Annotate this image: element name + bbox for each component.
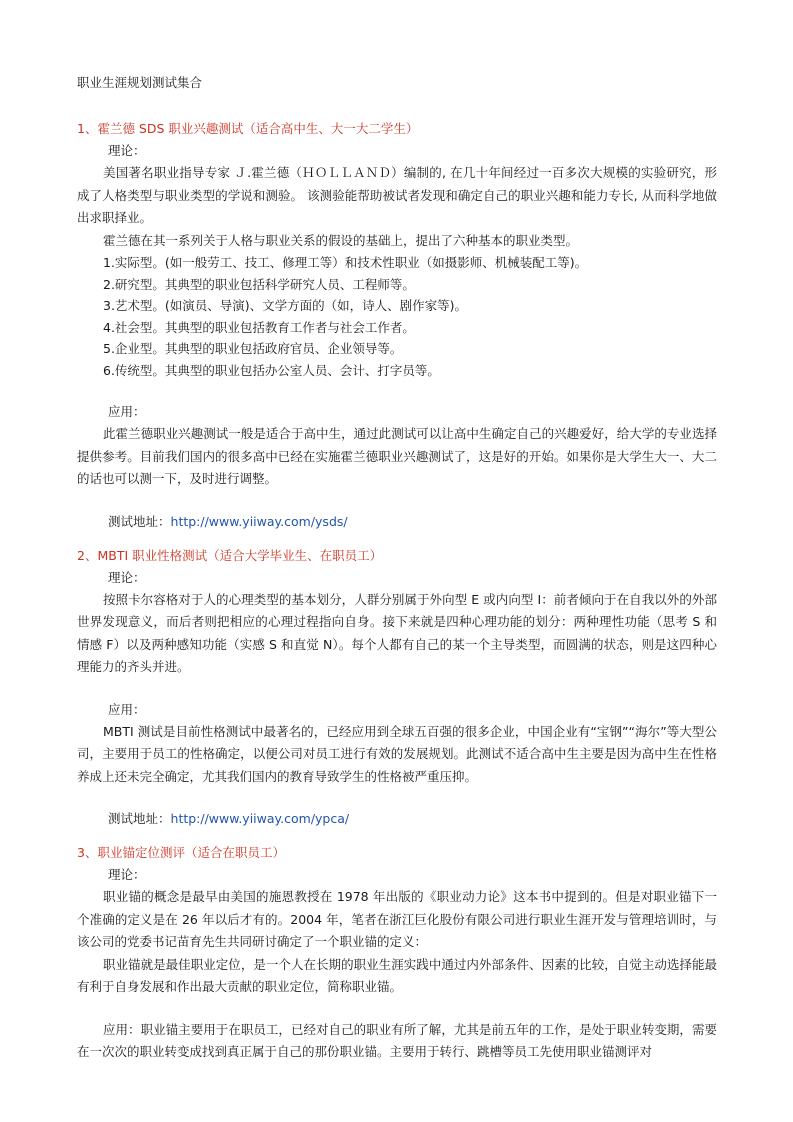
test-url-line <box>77 511 717 533</box>
theory-paragraph: 按照卡尔容格对于人的心理类型的基本划分，人群分别属于外向型 E 或内向型 I：前者倾向于在自我以外的外部世界发现意义，而后者则把相应的心理过程指向自身。接下来就是四种心理功能的划分：两种理性功能（思考 S 和情感 F）以及两种感知功能（实感 S 和直觉 N）。每个人都有自己的某一个主导类型，而圆满的状态，则是这四种心理能力的齐头并进。 <box>77 591 717 674</box>
theory-paragraph: 职业锚的概念是最早由美国的施恩教授在 1978 年出版的《职业动力论》这本书中提到的。但是对职业锚下一个准确的定义是在 26 年以后才有的。2004 年，笔者在浙江巨化股份有限公司进行职业生涯开发与管理培训时，与该公司的党委书记苗育先生共同研讨确定了一个职业锚的定义： <box>77 889 717 949</box>
application-label: 应用： <box>108 701 146 717</box>
theory-label: 理论： <box>108 143 146 158</box>
type-list-item: 2.研究型。其典型的职业包括科学研究人员、工程师等。 <box>103 276 415 292</box>
section-mbti <box>77 545 717 831</box>
application-label: 应用： <box>108 404 146 419</box>
test-url-link[interactable]: http://www.yiiway.com/ypca/ <box>170 811 350 826</box>
type-list-item: 3.艺术型。(如演员、导演)、文学方面的（如，诗人、剧作家等)。 <box>103 298 468 313</box>
section-holland <box>77 118 717 533</box>
theory-paragraph: 霍兰德在其一系列关于人格与职业关系的假设的基础上，提出了六种基本的职业类型。 <box>103 232 579 248</box>
type-list-item: 5.企业型。其典型的职业包括政府官员、企业领导等。 <box>103 341 403 356</box>
theory-paragraph: 美国著名职业指导专家 Ｊ.霍兰德（ＨＯＬＬＡＮＤ）编制的, 在几十年间经过一百多次大规模的实验研究，形成了人格类型与职业类型的学说和测验。 该测验能帮助被试者发现和确定自己的职业兴趣和能力专长, 从而科学地做出求职择业。 <box>77 165 717 225</box>
test-url-link[interactable]: http://www.yiiway.com/ysds/ <box>170 513 348 529</box>
section-career-anchor <box>77 842 717 1064</box>
application-paragraph: MBTI 测试是目前性格测试中最著名的，已经应用到全球五百强的很多企业，中国企业有“宝钢”“海尔”等大型公司，主要用于员工的性格确定，以便公司对员工进行有效的发展规划。此测试不适合高中生主要是因为高中生在性格养成上还未完全确定，尤其我们国内的教育导致学生的性格被严重压抑。 <box>77 723 717 784</box>
section-heading: 3、职业锚定位测评（适合在职员工） <box>77 845 285 860</box>
application-paragraph: 应用：职业锚主要用于在职员工，已经对自己的职业有所了解，尤其是前五年的工作，是处于职业转变期，需要在一次次的职业转变成找到真正属于自己的那份职业锚。主要用于转行、跳槽等员工先使用职业锚测评对 <box>77 1021 717 1059</box>
type-list-item: 4.社会型。其典型的职业包括教育工作者与社会工作者。 <box>103 319 415 335</box>
application-paragraph: 此霍兰德职业兴趣测试一般是适合于高中生，通过此测试可以让高中生确定自己的兴趣爱好，给大学的专业选择提供参考。目前我们国内的很多高中已经在实施霍兰德职业兴趣测试了，这是好的开始。如果你是大学生大一、大二的话也可以测一下，及时进行调整。 <box>77 426 717 486</box>
theory-label: 理论： <box>108 867 146 882</box>
test-url-label: 测试地址： <box>108 811 171 826</box>
type-list-item: 1.实际型。(如一般劳工、技工、修理工等）和技术性职业（如摄影师、机械装配工等)。 <box>103 255 588 270</box>
type-list-item: 6.传统型。其典型的职业包括办公室人员、会计、打字员等。 <box>103 362 440 378</box>
test-url-line <box>77 808 717 830</box>
section-heading: 1、霍兰德 SDS 职业兴趣测试（适合高中生、大一大二学生） <box>77 121 419 136</box>
section-heading: 2、MBTI 职业性格测试（适合大学毕业生、在职员工） <box>77 547 383 563</box>
document-title: 职业生涯规划测试集合 <box>77 75 203 90</box>
test-url-label: 测试地址： <box>108 513 171 529</box>
theory-label: 理论： <box>108 569 146 585</box>
document-page <box>77 72 717 1064</box>
theory-paragraph: 职业锚就是最佳职业定位，是一个人在长期的职业生涯实践中通过内外部条件、因素的比较，自觉主动选择能最有利于自身发展和作出最大贡献的职业定位，简称职业锚。 <box>77 956 717 994</box>
